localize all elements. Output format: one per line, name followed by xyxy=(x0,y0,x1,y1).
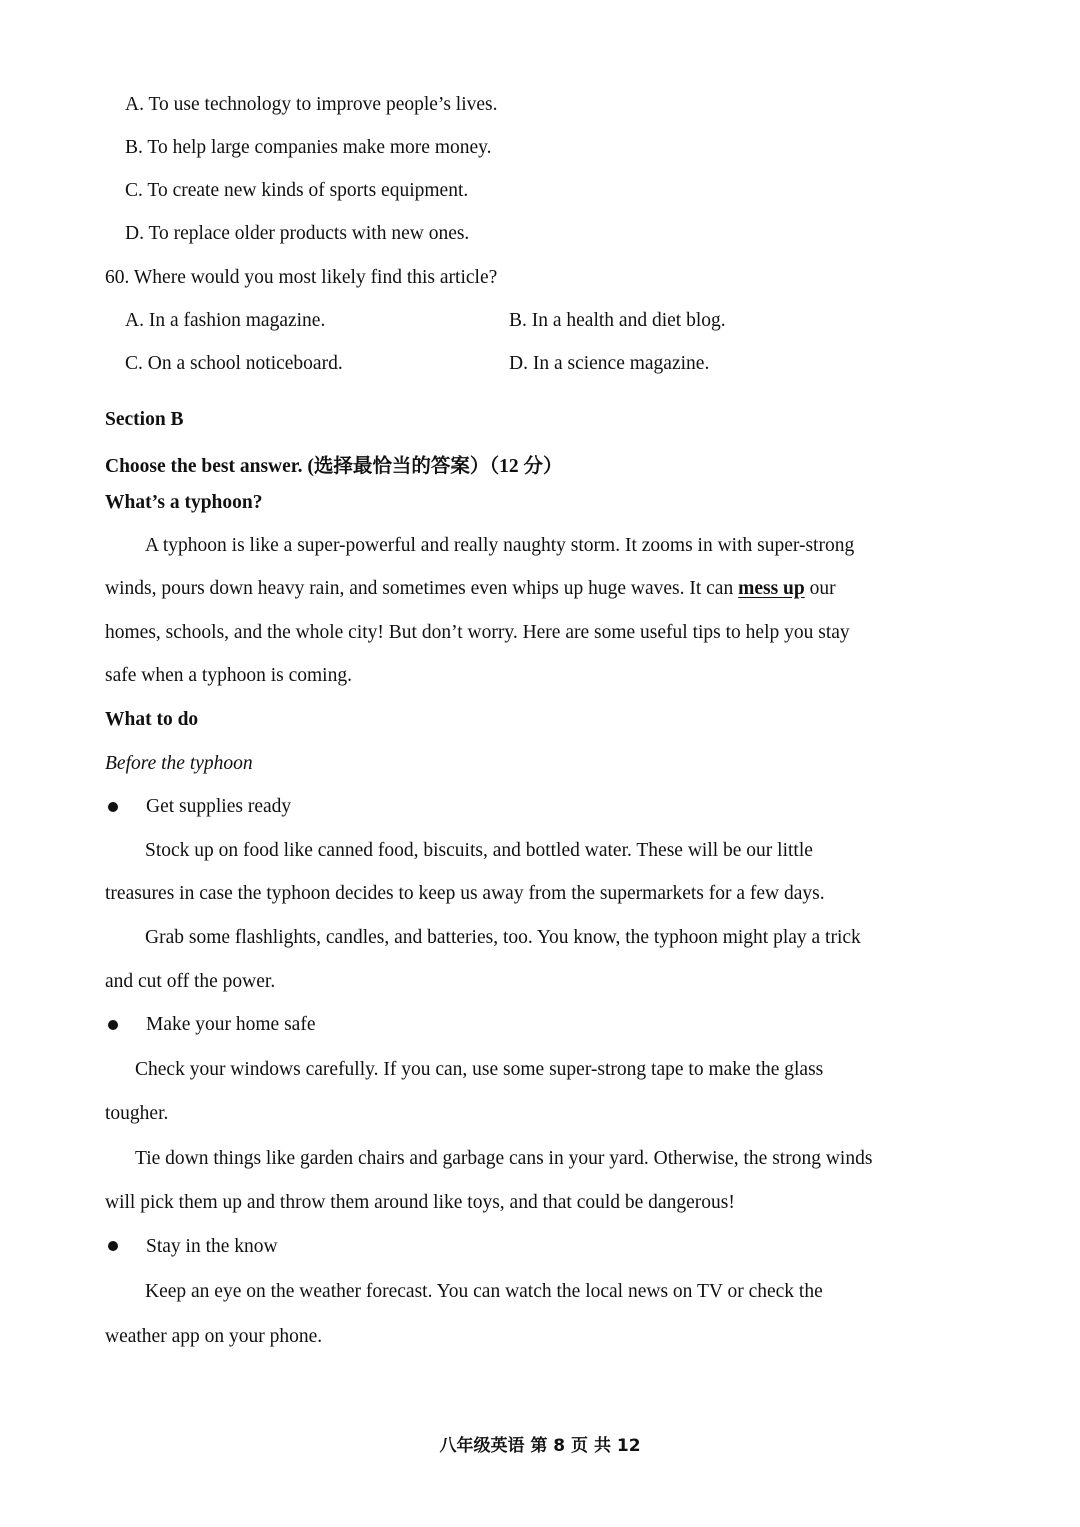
q60-option-a: A. In a fashion magazine. xyxy=(125,310,326,331)
tip-3-heading: Stay in the know xyxy=(146,1236,278,1257)
tip-1-line-1: Stock up on food like canned food, biscuits, and bottled water. These will be our little xyxy=(145,840,813,861)
intro-line-2-tail: our xyxy=(804,578,836,599)
passage-intro-line-1: A typhoon is like a super-powerful and really naughty storm. It zooms in with super-strong xyxy=(145,535,855,556)
what-to-do-heading: What to do xyxy=(105,709,199,730)
tip-2-line-1: Check your windows carefully. If you can, use some super-strong tape to make the glass xyxy=(135,1059,824,1080)
q59-option-d: D. To replace older products with new ones. xyxy=(125,223,470,244)
tip-2-line-3: Tie down things like garden chairs and garbage cans in your yard. Otherwise, the strong winds xyxy=(135,1148,873,1169)
passage-intro-line-2 xyxy=(105,577,836,601)
q60-option-c: C. On a school noticeboard. xyxy=(125,353,343,374)
bullet-icon xyxy=(108,802,118,812)
q60-option-d: D. In a science magazine. xyxy=(509,353,710,374)
page-footer: 八年级英语 第 8 页 共 12 xyxy=(439,1436,641,1456)
tip-2-line-4: will pick them up and throw them around like toys, and that could be dangerous! xyxy=(105,1192,735,1213)
bullet-icon xyxy=(108,1241,118,1251)
q60-option-b: B. In a health and diet blog. xyxy=(509,310,726,331)
underlined-phrase: mess up xyxy=(738,578,805,599)
passage-title: What’s a typhoon? xyxy=(105,492,263,513)
bullet-icon xyxy=(108,1020,118,1030)
tip-2-line-2: tougher. xyxy=(105,1103,169,1124)
tip-3-line-2: weather app on your phone. xyxy=(105,1326,323,1347)
section-b-instruction: Choose the best answer. (选择最恰当的答案）（12 分） xyxy=(105,456,563,477)
tip-2-heading: Make your home safe xyxy=(146,1014,316,1035)
tip-1-line-3: Grab some flashlights, candles, and batteries, too. You know, the typhoon might play a trick xyxy=(145,927,861,948)
tip-1-line-4: and cut off the power. xyxy=(105,971,276,992)
tip-3-line-1: Keep an eye on the weather forecast. You can watch the local news on TV or check the xyxy=(145,1281,823,1302)
section-b-title: Section B xyxy=(105,409,184,430)
q60-question: 60. Where would you most likely find this article? xyxy=(105,267,498,288)
q59-option-a: A. To use technology to improve people’s lives. xyxy=(125,94,498,115)
intro-line-2-text: winds, pours down heavy rain, and sometimes even whips up huge waves. It can xyxy=(105,578,739,599)
q59-option-b: B. To help large companies make more money. xyxy=(125,137,492,158)
tip-1-line-2: treasures in case the typhoon decides to keep us away from the supermarkets for a few days. xyxy=(105,883,825,904)
tip-1-heading: Get supplies ready xyxy=(146,796,292,817)
passage-intro-line-3: homes, schools, and the whole city! But don’t worry. Here are some useful tips to help you stay xyxy=(105,622,850,643)
before-typhoon-heading: Before the typhoon xyxy=(105,753,253,774)
q59-option-c: C. To create new kinds of sports equipment. xyxy=(125,180,469,201)
passage-intro-line-4: safe when a typhoon is coming. xyxy=(105,665,352,686)
